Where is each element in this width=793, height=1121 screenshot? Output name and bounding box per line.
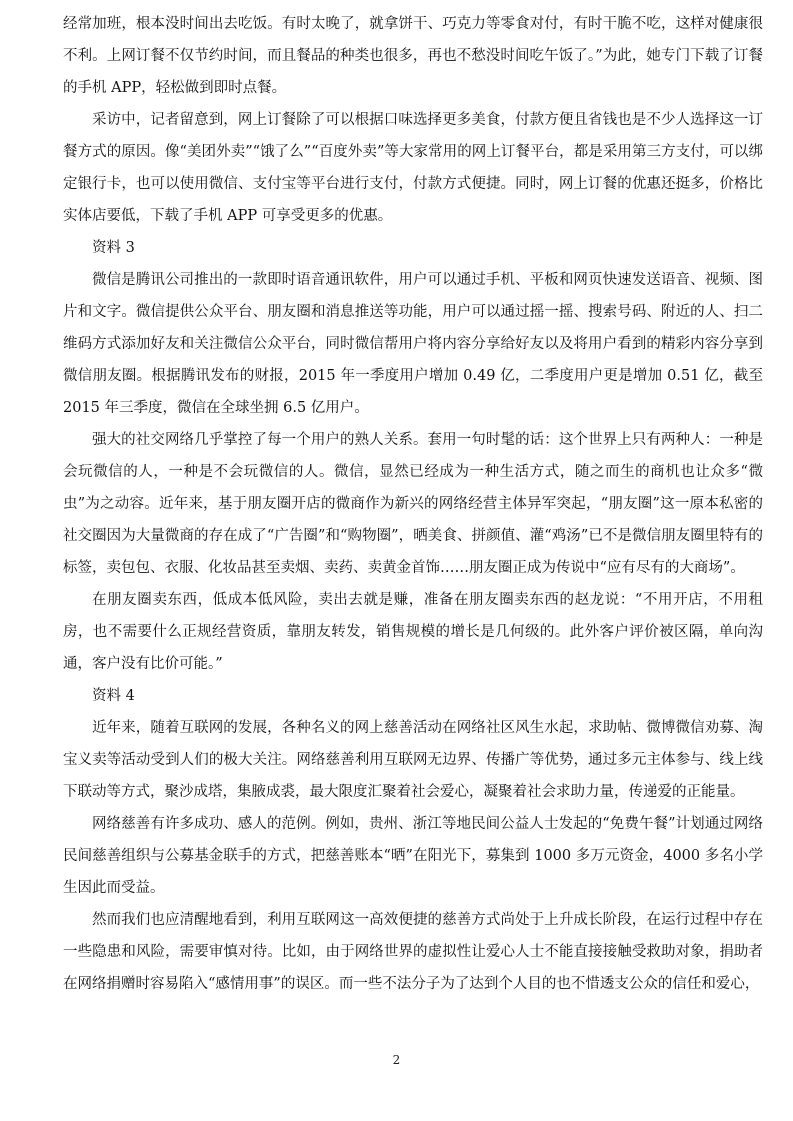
paragraph-charity-examples: 网络慈善有许多成功、感人的范例。例如，贵州、浙江等地民间公益人士发起的“免费午餐”计划通过网络民间慈善组织与公募基金联手的方式，把慈善账本“晒”在阳光下，募集到 1000 多万元资金，4000 多名小学生因此而受益。: [63, 816, 763, 896]
paragraph-moments-selling: 在朋友圈卖东西，低成本低风险，卖出去就是赚，准备在朋友圈卖东西的赵龙说：“不用开店，不用租房，也不需要什么正规经营资质，靠朋友转发，销售规模的增长是几何级的。此外客户评价被区隔，单向沟通，客户没有比价可能。”: [63, 592, 763, 672]
paragraph-wechat-social: 强大的社交网络几乎掌控了每一个用户的熟人关系。套用一句时髦的话：这个世界上只有两种人：一种是会玩微信的人，一种是不会玩微信的人。微信，显然已经成为一种生活方式，随之而生的商机也让众多“微虫”为之动容。近年来，基于朋友圈开店的微商作为新兴的网络经营主体异军突起，“朋友圈”这一原本私密的社交圈因为大量微商的存在成了“广告圈”和“购物圈”，晒美食、拼颜值、灌“鸡汤”已不是微信朋友圈里特有的标签，卖包包、衣服、化妆品甚至卖烟、卖药、卖黄金首饰……朋友圈正成为传说中“应有尽有的大商场”。: [63, 432, 763, 576]
page-number: 2: [392, 1053, 401, 1067]
paragraph-continuation: 经常加班，根本没时间出去吃饭。有时太晚了，就拿饼干、巧克力等零食对付，有时干脆不吃，这样对健康很不利。上网订餐不仅节约时间，而且餐品的种类也很多，再也不愁没时间吃午饭了。”为此，她专门下载了订餐的手机 APP，轻松做到即时点餐。: [63, 16, 763, 96]
paragraph-wechat-intro: 微信是腾讯公司推出的一款即时语音通讯软件，用户可以通过手机、平板和网页快速发送语音、视频、图片和文字。微信提供公众平台、朋友圈和消息推送等功能，用户可以通过摇一摇、搜索号码、附近的人、扫二维码方式添加好友和关注微信公众平台，同时微信帮用户将内容分享给好友以及将用户看到的精彩内容分享到微信朋友圈。根据腾讯发布的财报，2015 年一季度用户增加 0.49 亿，二季度用户更是增加 0.51 亿，截至 2015 年三季度，微信在全球坐拥 6.5 亿用户。: [63, 272, 763, 416]
section-heading-material-4: 资料 4: [92, 688, 135, 704]
paragraph-online-ordering-payment: 采访中，记者留意到，网上订餐除了可以根据口味选择更多美食，付款方便且省钱也是不少人选择这一订餐方式的原因。像“美团外卖”“饿了么”“百度外卖”等大家常用的网上订餐平台，都是采用第三方支付，可以绑定银行卡，也可以使用微信、支付宝等平台进行支付，付款方式便捷。同时，网上订餐的优惠还挺多，价格比实体店要低，下载了手机 APP 可享受更多的优惠。: [63, 112, 763, 224]
paragraph-online-charity: 近年来，随着互联网的发展，各种名义的网上慈善活动在网络社区风生水起，求助帖、微博微信劝募、淘宝义卖等活动受到人们的极大关注。网络慈善利用互联网无边界、传播广等优势，通过多元主体参与、线上线下联动等方式，聚沙成塔，集腋成裘，最大限度汇聚着社会爱心，凝聚着社会求助力量，传递爱的正能量。: [63, 720, 763, 800]
section-heading-material-3: 资料 3: [92, 240, 135, 256]
paragraph-charity-risks: 然而我们也应清醒地看到，利用互联网这一高效便捷的慈善方式尚处于上升成长阶段，在运行过程中存在一些隐患和风险，需要审慎对待。比如，由于网络世界的虚拟性让爱心人士不能直接接触受救助对象，捐助者在网络捐赠时容易陷入“感情用事”的误区。而一些不法分子为了达到个人目的也不惜透支公众的信任和爱心，: [63, 912, 763, 992]
document-body: [63, 8, 763, 1000]
